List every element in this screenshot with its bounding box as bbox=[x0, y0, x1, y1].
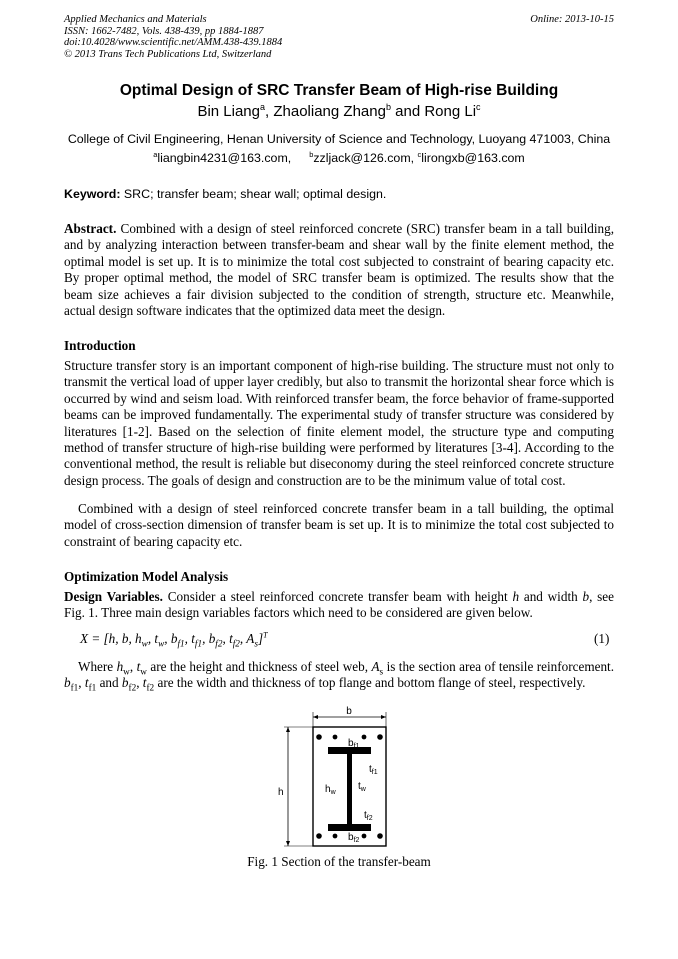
label-tf2-main: t bbox=[364, 810, 367, 821]
author-name: Zhaoliang Zhang bbox=[273, 103, 386, 120]
issn: ISSN: 1662-7482, Vols. 438-439, pp 1884-1887 bbox=[64, 25, 264, 37]
arrowhead bbox=[286, 841, 290, 846]
rebar-top bbox=[362, 735, 367, 740]
where-text: , bbox=[136, 675, 143, 691]
doi: doi:10.4028/www.scientific.net/AMM.438-439.1884 bbox=[64, 37, 283, 49]
author-separator: and bbox=[390, 103, 425, 120]
arrowhead bbox=[313, 715, 318, 719]
rebar-bottom-left bbox=[316, 833, 322, 839]
rebar-top-left bbox=[316, 734, 322, 740]
steel-web bbox=[347, 754, 352, 824]
sub: w bbox=[140, 666, 147, 677]
where-text: and bbox=[96, 675, 122, 691]
email-mark: b bbox=[309, 149, 314, 159]
journal-header bbox=[64, 14, 282, 60]
sub: f2 bbox=[146, 683, 155, 694]
author-affil-mark: a bbox=[260, 102, 266, 112]
author-affil-mark: c bbox=[476, 102, 481, 112]
keywords-label: Keyword: bbox=[64, 187, 121, 201]
email-mark: a bbox=[153, 149, 158, 159]
figure-1-section-diagram bbox=[270, 705, 410, 850]
var-hw: h bbox=[116, 659, 124, 674]
email-address[interactable]: zzljack@126.com, bbox=[313, 151, 418, 165]
dv-text: , see Fig. 1. Three main design variables factors which need to be considered are given below. bbox=[64, 589, 614, 621]
keywords-text: SRC; transfer beam; shear wall; optimal design. bbox=[120, 187, 387, 201]
rebar-top-right bbox=[377, 734, 383, 740]
author-name: Bin Liang bbox=[197, 103, 260, 120]
label-tw-main: t bbox=[358, 781, 361, 792]
dv-text: Consider a steel reinforced concrete transfer beam with height bbox=[162, 589, 513, 604]
var-h: h bbox=[512, 589, 520, 604]
where-text: , bbox=[129, 659, 137, 674]
var-b: b bbox=[582, 589, 590, 604]
section-heading-optimization: Optimization Model Analysis bbox=[64, 569, 229, 584]
equation-number: (1) bbox=[594, 631, 610, 646]
label-hw-main: h bbox=[325, 784, 331, 795]
sub: f1 bbox=[88, 683, 97, 694]
label-tf1-sub: f1 bbox=[371, 769, 378, 776]
where-paragraph bbox=[64, 659, 614, 692]
var-tf2: t bbox=[142, 675, 147, 691]
label-bf1-main: b bbox=[348, 738, 354, 749]
label-hw-sub: w bbox=[330, 789, 336, 796]
arrowhead bbox=[286, 727, 290, 732]
var-tw: t bbox=[136, 659, 141, 674]
sub: s bbox=[379, 666, 384, 677]
rebar-bottom bbox=[333, 834, 338, 839]
label-bf2-main: b bbox=[348, 832, 354, 843]
abstract-text: Combined with a design of steel reinforced concrete (SRC) transfer beam in a tall building, and by analyzing interaction between transfer-beam and shear wall by the finite element method, the optimal model is set up. It is to minimize the total cost subjected to constraint of bearing capacity etc. By proper optimal method, the model of SRC transfer beam is optimized. The results show that the beam size achieves a fair division subjected to the condition of strength, structure etc. Meanwhile, actual design software indicates that the optimized data meet the design. bbox=[64, 221, 614, 319]
arrowhead bbox=[381, 715, 386, 719]
var-as: A bbox=[371, 659, 380, 674]
email-mark: c bbox=[417, 149, 422, 159]
equation-lhs: X = [h, b, h bbox=[80, 631, 142, 646]
where-text: Where bbox=[78, 659, 117, 674]
author-name: Rong Li bbox=[424, 103, 477, 120]
design-variables-paragraph bbox=[64, 589, 614, 622]
sub: w bbox=[123, 666, 130, 677]
author-separator: , bbox=[265, 103, 274, 120]
figure-1-caption: Fig. 1 Section of the transfer-beam bbox=[247, 854, 431, 869]
var-tf1: t bbox=[84, 675, 89, 691]
rebar-bottom-right bbox=[377, 833, 383, 839]
var-bf2: b bbox=[121, 675, 129, 691]
paper-title: Optimal Design of SRC Transfer Beam of High-rise Building bbox=[119, 82, 559, 99]
online-date: Online: 2013-10-15 bbox=[530, 14, 614, 25]
label-tf1-main: t bbox=[369, 764, 372, 775]
label-h: h bbox=[278, 787, 284, 798]
label-b: b bbox=[346, 706, 352, 717]
where-text: , bbox=[78, 675, 85, 691]
affiliation: College of Civil Engineering, Henan University of Science and Technology, Luoyang 471003, China bbox=[67, 132, 611, 146]
dv-text: and width bbox=[519, 589, 583, 604]
sub: f2 bbox=[128, 683, 137, 694]
rebar-bottom bbox=[362, 834, 367, 839]
abstract-label: Abstract. bbox=[64, 221, 117, 236]
abstract bbox=[64, 221, 614, 319]
label-tf2-sub: f2 bbox=[366, 815, 373, 822]
label-bf2-sub: f2 bbox=[353, 837, 360, 844]
email-address[interactable]: lirongxb@163.com bbox=[421, 151, 525, 165]
equation-1: X = [h, b, $h_w$, $t_w$, $b_{f1}$, $t_{f1}$, $b_{f2}$, $t_{f2}$, $A_s]^T$ bbox=[80, 630, 268, 649]
journal-name: Applied Mechanics and Materials bbox=[64, 14, 207, 25]
author-affil-mark: b bbox=[385, 102, 391, 112]
bottom-flange bbox=[328, 824, 371, 831]
intro-paragraph-2: Combined with a design of steel reinforced concrete transfer beam in a tall building, the optimal model of cross-section dimension of transfer beam is set up. It is to minimize the total cost subjected to constraint of bearing capacity etc. bbox=[64, 501, 614, 549]
rebar-top bbox=[333, 735, 338, 740]
copyright: © 2013 Trans Tech Publications Ltd, Switzerland bbox=[64, 48, 272, 60]
design-variables-label: Design Variables. bbox=[64, 589, 163, 604]
keywords bbox=[64, 187, 386, 201]
emails bbox=[0, 151, 678, 165]
where-text: is the section area of tensile reinforcement. bbox=[383, 659, 615, 674]
authors bbox=[0, 103, 678, 120]
label-tw-sub: w bbox=[360, 786, 366, 793]
var-bf1: b bbox=[64, 675, 71, 691]
intro-paragraph-1: Structure transfer story is an important component of high-rise building. The structure must not only to transmit the vertical load of upper layer credibly, but also to transmit the horizontal shear force which is occurred by wind and seism load. With reinforced transfer beam, the force behavior of frame-supported beams can be improved fundamentally. The experimental study of transfer structure was considered by literatures [1-2]. Based on the selection of finite element model, the structure type and computing method of transfer structure of high-rise building were performed by literatures [3-4]. According to the conventional method, the result is reliable but diseconomy during the steel reinforced concrete structure design process. The goals of design and construction are to be the minimum value of total cost. bbox=[64, 358, 614, 488]
section-heading-introduction: Introduction bbox=[64, 338, 136, 353]
where-text: are the height and thickness of steel web, bbox=[146, 659, 372, 674]
label-bf1-sub: f1 bbox=[353, 743, 360, 750]
sub: f1 bbox=[70, 683, 79, 694]
email-address[interactable]: liangbin4231@163.com, bbox=[157, 151, 292, 165]
where-text: are the width and thickness of top flange and bottom flange of steel, respectively. bbox=[154, 675, 586, 691]
